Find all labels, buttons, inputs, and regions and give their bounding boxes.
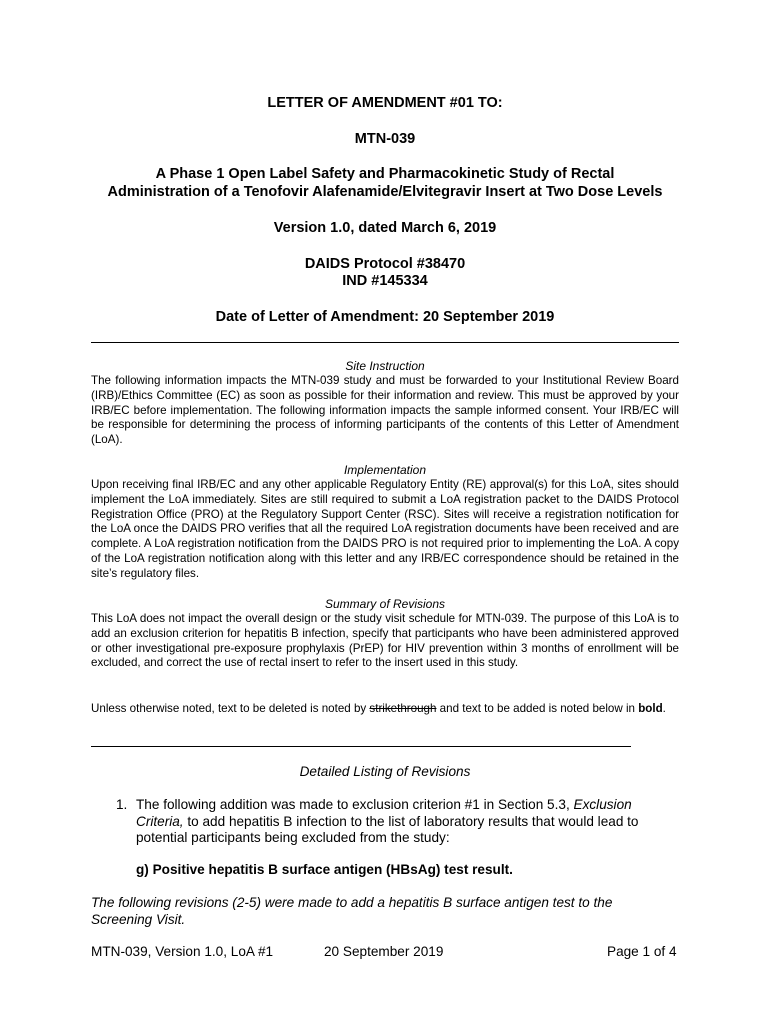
notation-part-1: Unless otherwise noted, text to be deleted is noted by xyxy=(91,702,370,715)
bold-example: bold xyxy=(638,702,663,715)
site-instruction-heading: Site Instruction xyxy=(345,359,425,373)
summary-heading: Summary of Revisions xyxy=(324,597,446,611)
letter-heading: LETTER OF AMENDMENT #01 TO: xyxy=(267,95,503,111)
notation-part-3: . xyxy=(662,702,666,715)
site-instruction-text: The following information impacts the MTN-039 study and must be forwarded to your Institutional Review Board (IRB)/Ethics Committee (EC) as soon as possible for their information and review. This must be approved by your IRB/EC before implementation. The following information impacts the sample informed consent. Your IRB/EC will be responsible for determining the process of informing participants of the contents of this Letter of Amendment (LoA). xyxy=(91,374,679,447)
implementation-text: Upon receiving final IRB/EC and any other applicable Regulatory Entity (RE) approval(s) for this LoA, sites should implement the LoA immediately. Sites are still required to submit a LoA registration packet to the DAIDS Protocol Registration Office (PRO) at the Regulatory Support Center (RSC). Sites will receive a registration notification for the LoA once the DAIDS PRO verifies that all the required LoA registration documents have been received and are complete. A LoA registration notification from the DAIDS PRO is not required prior to implementing the LoA. A copy of the LoA registration notification along with this letter and any IRB/EC correspondence should be retained in the site’s regulatory files. xyxy=(91,478,679,580)
daids-protocol: DAIDS Protocol #38470 xyxy=(304,256,466,272)
list-item-text xyxy=(136,797,656,847)
revisions-note: The following revisions (2-5) were made to add a hepatitis B surface antigen test to the Screening Visit. xyxy=(91,895,613,927)
item-text-italic: Exclusion Criteria, xyxy=(136,797,632,829)
implementation-heading: Implementation xyxy=(343,463,427,477)
footer-protocol: MTN-039, Version 1.0, LoA #1 xyxy=(91,944,274,959)
footer-date: 20 September 2019 xyxy=(324,944,444,959)
item-text-a: The following addition was made to exclusion criterion #1 in Section 5.3, xyxy=(136,797,574,812)
detailed-listing-heading: Detailed Listing of Revisions xyxy=(299,764,471,779)
footer-page-number: Page 1 of 4 xyxy=(607,944,677,959)
letter-date: Date of Letter of Amendment: 20 September 2019 xyxy=(215,309,555,325)
notation-part-2: and text to be added is noted below in xyxy=(436,702,639,715)
version-line: Version 1.0, dated March 6, 2019 xyxy=(273,220,497,236)
divider-line-2 xyxy=(91,746,631,747)
study-title-line-2: Administration of a Tenofovir Alafenamide/Elvitegravir Insert at Two Dose Levels xyxy=(107,184,663,200)
strikethrough-example: strikethrough xyxy=(369,702,437,715)
summary-text: This LoA does not impact the overall design or the study visit schedule for MTN-039. The purpose of this LoA is to add an exclusion criterion for hepatitis B infection, specify that participants who have been administered approved or other investigational pre-exposure prophylaxis (PrEP) for HIV prevention within 3 months of enrollment will be excluded, and correct the use of rectal insert to refer to the insert used in this study. xyxy=(91,612,679,670)
study-title-line-1: A Phase 1 Open Label Safety and Pharmacokinetic Study of Rectal xyxy=(155,166,615,182)
item-text-b: to add hepatitis B infection to the list of laboratory results that would lead to potential participants being excluded from the study: xyxy=(136,813,639,845)
ind-number: IND #145334 xyxy=(342,273,428,289)
added-exclusion-text: g) Positive hepatitis B surface antigen (HBsAg) test result. xyxy=(136,862,513,877)
protocol-id: MTN-039 xyxy=(354,131,416,147)
list-item-number: 1. xyxy=(116,797,128,812)
divider-line xyxy=(91,342,679,343)
notation-paragraph xyxy=(91,702,679,717)
